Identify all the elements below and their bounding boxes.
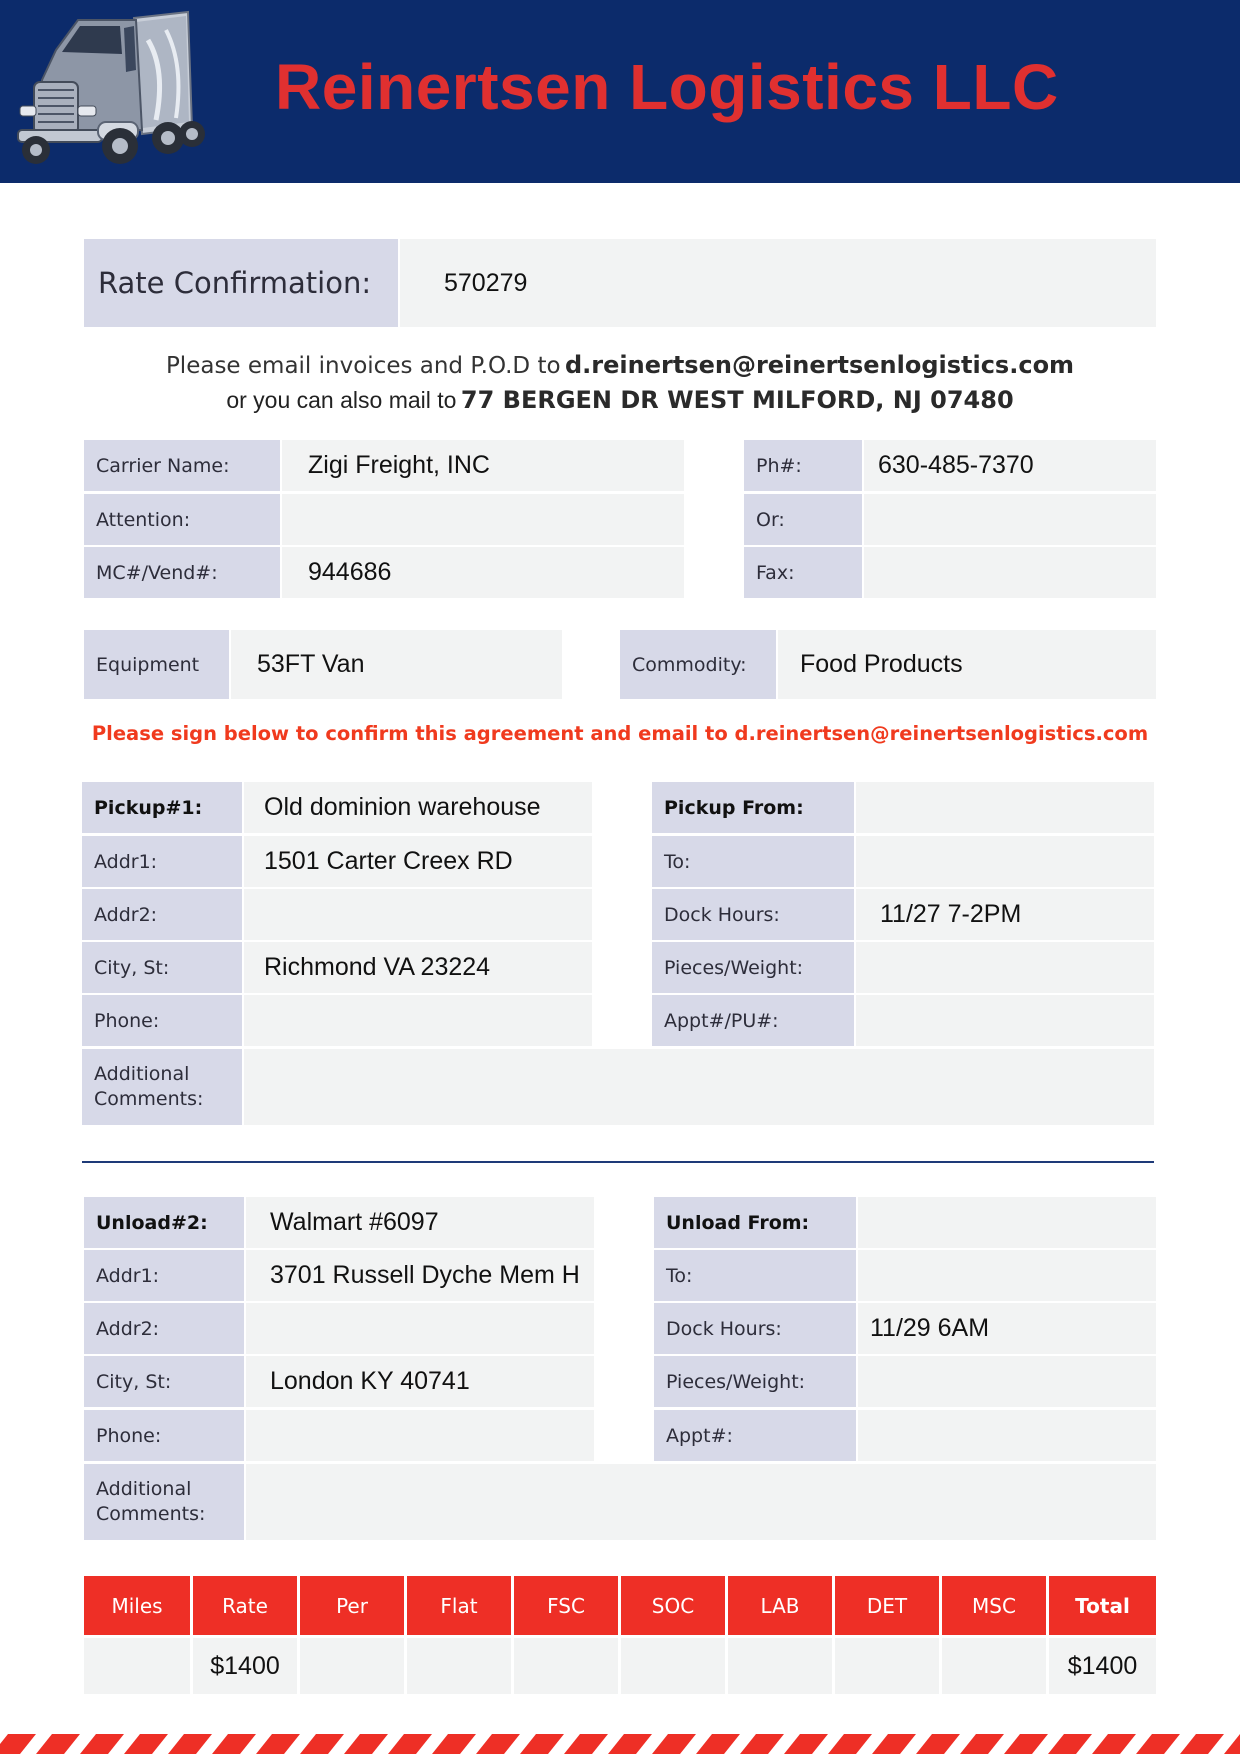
unload-addr1-label: Addr1:	[84, 1250, 244, 1301]
pickup-addr1-label: Addr1:	[82, 836, 242, 887]
charge-fsc-cell[interactable]	[514, 1638, 618, 1694]
company-name: Reinertsen Logistics LLC	[275, 51, 1059, 123]
mc-vend-field[interactable]: 944686	[282, 547, 684, 598]
charge-lab-cell[interactable]	[728, 1638, 832, 1694]
charge-rate-cell[interactable]: $1400	[193, 1638, 297, 1694]
mail-instruction	[0, 386, 1240, 414]
unload-from-label: Unload From:	[654, 1197, 856, 1248]
equipment-field[interactable]: 53FT Van	[231, 630, 562, 699]
pickup-city-label: City, St:	[82, 942, 242, 993]
charge-header-total: Total	[1049, 1576, 1156, 1635]
rate-confirmation-label: Rate Confirmation:	[84, 239, 398, 327]
attention-field[interactable]	[282, 494, 684, 545]
pickup-appt-field[interactable]	[856, 995, 1154, 1046]
pickup-comments-field[interactable]	[244, 1049, 1154, 1125]
header-banner	[0, 0, 1240, 183]
pickup-phone-field[interactable]	[244, 995, 592, 1046]
charge-msc-cell[interactable]	[942, 1638, 1046, 1694]
unload-comments-field[interactable]	[246, 1464, 1156, 1540]
unload-city-label: City, St:	[84, 1356, 244, 1407]
footer-stripe-border	[0, 1734, 1240, 1754]
pickup-dock-hours-label: Dock Hours:	[652, 889, 854, 940]
pickup-pieces-weight-label: Pieces/Weight:	[652, 942, 854, 993]
pickup-location-field[interactable]: Old dominion warehouse	[244, 782, 592, 833]
unload-location-field[interactable]: Walmart #6097	[246, 1197, 594, 1248]
unload-dock-hours-field[interactable]: 11/29 6AM	[858, 1303, 1156, 1354]
mc-vend-label: MC#/Vend#:	[84, 547, 280, 598]
unload-city-field[interactable]: London KY 40741	[246, 1356, 594, 1407]
mail-address: 77 BERGEN DR WEST MILFORD, NJ 07480	[460, 386, 1014, 414]
unload-addr2-field[interactable]	[246, 1303, 594, 1354]
fax-field[interactable]	[864, 547, 1156, 598]
unload-comments-label: Additional Comments:	[84, 1464, 244, 1540]
phone-label: Ph#:	[744, 440, 862, 491]
unload-from-field[interactable]	[858, 1197, 1156, 1248]
pickup-addr2-label: Addr2:	[82, 889, 242, 940]
charge-soc-cell[interactable]	[621, 1638, 725, 1694]
fax-label: Fax:	[744, 547, 862, 598]
unload-appt-label: Appt#:	[654, 1410, 856, 1461]
unload-phone-field[interactable]	[246, 1410, 594, 1461]
charge-header-per: Per	[300, 1576, 404, 1635]
sign-notice: Please sign below to confirm this agreement and email to d.reinertsen@reinertsenlogistics.com	[91, 722, 1149, 745]
pickup-to-label: To:	[652, 836, 854, 887]
or-field[interactable]	[864, 494, 1156, 545]
unload-to-field[interactable]	[858, 1250, 1156, 1301]
pickup-dock-hours-field[interactable]: 11/27 7-2PM	[856, 889, 1154, 940]
email-instruction	[0, 351, 1240, 379]
unload-pieces-weight-field[interactable]	[858, 1356, 1156, 1407]
unload-addr1-field[interactable]: 3701 Russell Dyche Mem H	[246, 1250, 594, 1301]
charge-miles-cell[interactable]	[84, 1638, 190, 1694]
pickup-pieces-weight-field[interactable]	[856, 942, 1154, 993]
charge-header-det: DET	[835, 1576, 939, 1635]
carrier-name-label: Carrier Name:	[84, 440, 280, 491]
or-label: Or:	[744, 494, 862, 545]
charge-det-cell[interactable]	[835, 1638, 939, 1694]
pickup-title-label: Pickup#1:	[82, 782, 242, 833]
pickup-city-field[interactable]: Richmond VA 23224	[244, 942, 592, 993]
pickup-appt-label: Appt#/PU#:	[652, 995, 854, 1046]
charge-flat-cell[interactable]	[407, 1638, 511, 1694]
pickup-from-field[interactable]	[856, 782, 1154, 833]
truck-icon	[16, 10, 208, 175]
charge-header-lab: LAB	[728, 1576, 832, 1635]
pickup-comments-label: Additional Comments:	[82, 1049, 242, 1125]
charge-per-cell[interactable]	[300, 1638, 404, 1694]
charge-header-miles: Miles	[84, 1576, 190, 1635]
unload-appt-field[interactable]	[858, 1410, 1156, 1461]
equipment-label: Equipment	[84, 630, 229, 699]
mail-prefix: or you can also mail to	[226, 387, 457, 413]
unload-title-label: Unload#2:	[84, 1197, 244, 1248]
charge-header-fsc: FSC	[514, 1576, 618, 1635]
charge-header-msc: MSC	[942, 1576, 1046, 1635]
pickup-from-label: Pickup From:	[652, 782, 854, 833]
charge-header-rate: Rate	[193, 1576, 297, 1635]
unload-addr2-label: Addr2:	[84, 1303, 244, 1354]
unload-phone-label: Phone:	[84, 1410, 244, 1461]
commodity-field[interactable]: Food Products	[778, 630, 1156, 699]
unload-pieces-weight-label: Pieces/Weight:	[654, 1356, 856, 1407]
pickup-phone-label: Phone:	[82, 995, 242, 1046]
charge-total-cell[interactable]: $1400	[1049, 1638, 1156, 1694]
pickup-addr1-field[interactable]: 1501 Carter Creex RD	[244, 836, 592, 887]
commodity-label: Commodity:	[620, 630, 776, 699]
unload-dock-hours-label: Dock Hours:	[654, 1303, 856, 1354]
phone-field[interactable]: 630-485-7370	[864, 440, 1156, 491]
charge-header-flat: Flat	[407, 1576, 511, 1635]
attention-label: Attention:	[84, 494, 280, 545]
section-divider	[82, 1161, 1154, 1163]
rate-confirmation-number[interactable]: 570279	[400, 239, 1156, 327]
email-prefix: Please email invoices and P.O.D to	[165, 353, 561, 379]
carrier-name-field[interactable]: Zigi Freight, INC	[282, 440, 684, 491]
unload-to-label: To:	[654, 1250, 856, 1301]
invoice-email-link[interactable]: d.reinertsen@reinertsenlogistics.com	[564, 351, 1075, 379]
pickup-to-field[interactable]	[856, 836, 1154, 887]
pickup-addr2-field[interactable]	[244, 889, 592, 940]
charge-header-soc: SOC	[621, 1576, 725, 1635]
